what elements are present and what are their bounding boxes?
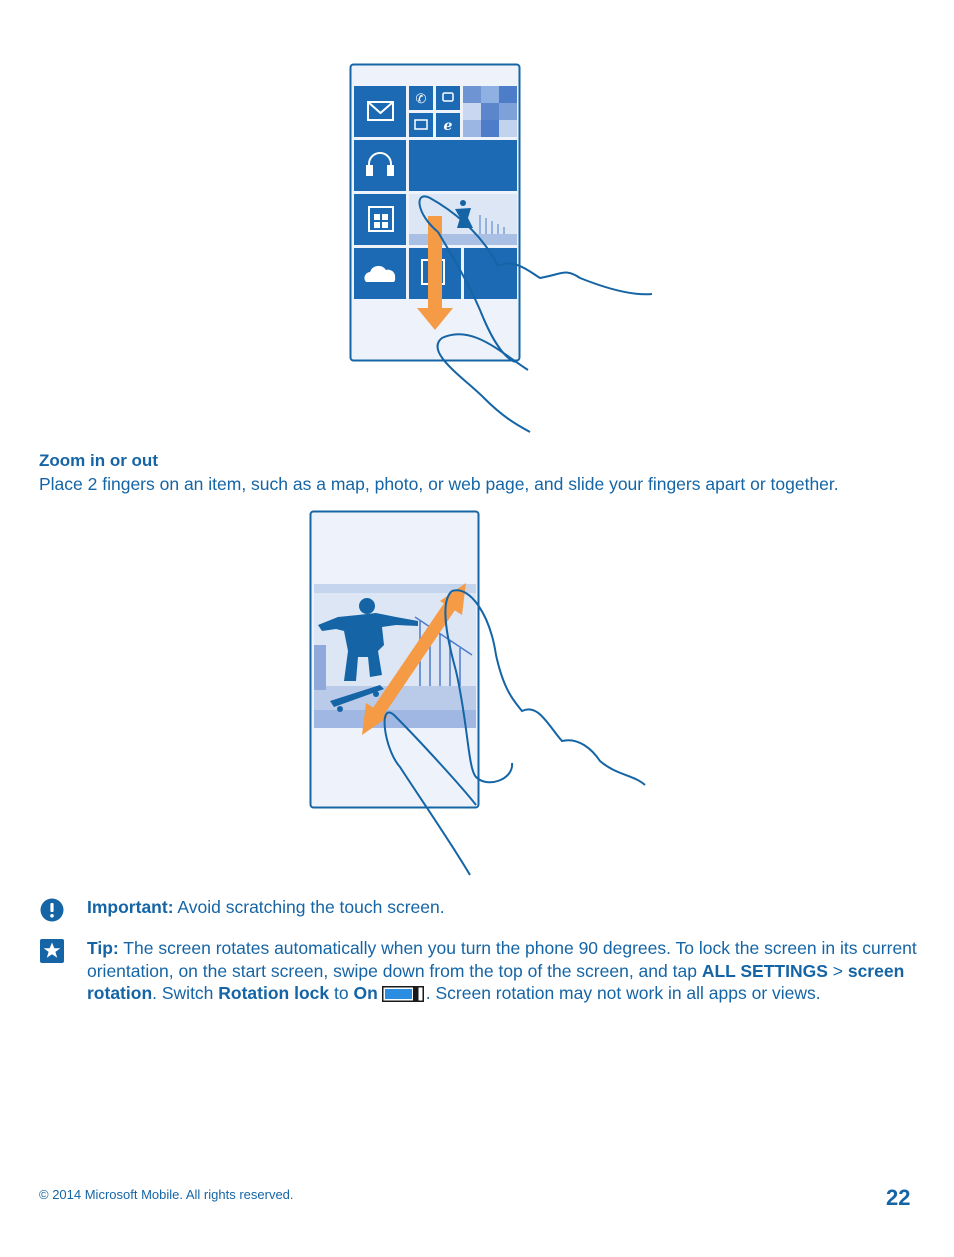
phone-icon: ✆ (415, 92, 427, 107)
music-tile (354, 140, 406, 191)
on-label: On (353, 983, 378, 1003)
important-icon (40, 898, 64, 922)
tip-text: . Screen rotation may not work in all apps or views. (425, 983, 821, 1003)
toggle-on-icon (382, 986, 424, 1002)
page-number: 22 (886, 1185, 911, 1210)
zoom-body: Place 2 fingers on an item, such as a map, photo, or web page, and slide your fingers apart or together. (39, 474, 839, 494)
rotation-lock-label: Rotation lock (218, 983, 330, 1003)
messaging-tile (436, 86, 460, 110)
star-icon (40, 939, 64, 963)
internet-explorer-icon: e (443, 118, 453, 134)
pinch-zoom-figure (300, 505, 660, 885)
photos-mosaic-tile (463, 86, 517, 137)
wide-tile (409, 140, 517, 191)
swipe-figure (340, 60, 670, 440)
all-settings-label: ALL SETTINGS (701, 960, 828, 981)
zoom-heading: Zoom in or out (39, 451, 158, 470)
tip-text: The screen rotates automatically when you turn the phone 90 degrees. To lock the screen in its current orientation, on the start screen, swipe down from the top of the screen, and tap (87, 938, 917, 981)
copyright: © 2014 Microsoft Mobile. All rights reserved. (39, 1187, 294, 1202)
important-label: Important: (87, 897, 174, 917)
outlook-tile (409, 113, 433, 137)
screen-rotation-label: screen rotation (87, 960, 905, 1003)
tip-text: . Switch (152, 983, 219, 1003)
tip-note (87, 937, 922, 1005)
important-text: Avoid scratching the touch screen. (173, 897, 445, 917)
tip-label: Tip: (87, 938, 119, 958)
important-note (87, 896, 917, 919)
tip-text: to (329, 983, 354, 1003)
breadcrumb-separator: > (827, 960, 848, 981)
